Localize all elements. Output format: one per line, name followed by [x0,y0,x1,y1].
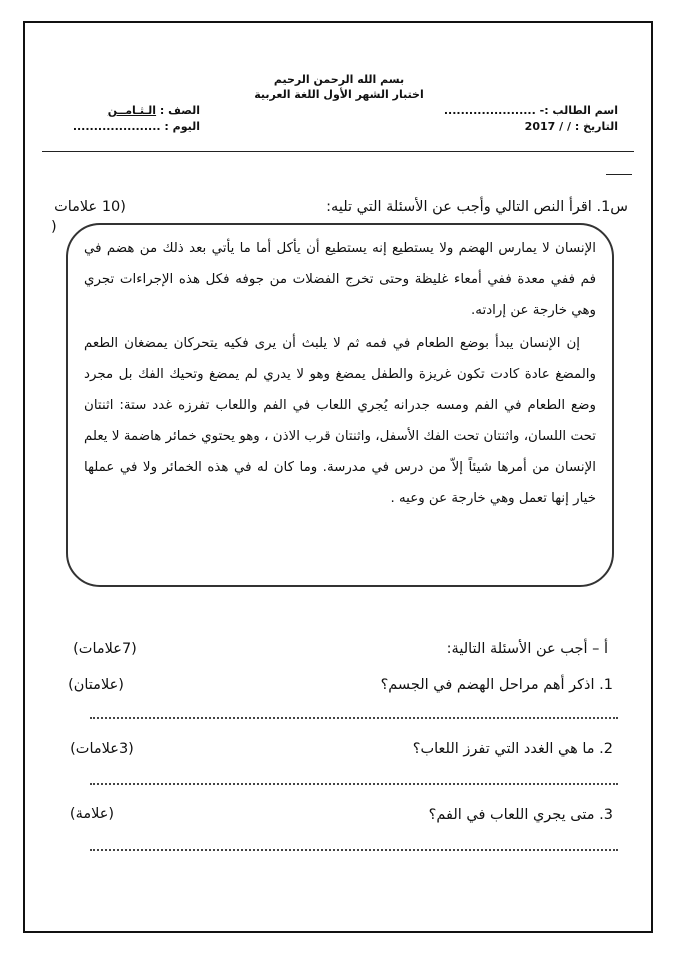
part-a-marks: (7علامات) [73,641,137,657]
date-value: : / / 2017 [524,120,580,133]
question-a1: 1. اذكر أهم مراحل الهضم في الجسم؟ [380,677,613,693]
day-value: ..................... [72,120,161,133]
day-label: اليوم : [164,120,200,133]
question-a1-marks: (علامتان) [68,677,124,693]
question-a2: 2. ما هي الغدد التي تفرز اللعاب؟ [412,741,613,757]
date-label: التاريخ [583,120,618,133]
question-1-marks-close: ) [51,219,57,235]
question-a3-marks: (علامة) [69,806,115,822]
question-a2-marks: (3علامات) [70,741,134,757]
date-field[interactable] [468,120,618,133]
student-name-field[interactable] [443,104,618,117]
student-name-value: ...................... [443,104,536,117]
day-field[interactable] [60,120,200,133]
header-divider [42,151,634,152]
answer-line-1[interactable] [90,717,618,719]
basmala: بسم الله الرحمن الرحيم [273,73,405,86]
question-1-heading: س1. اقرأ النص التالي وأجب عن الأسئلة التي تليه: [326,199,628,215]
class-label: الصف : [159,104,200,117]
student-name-label: اسم الطالب :- [539,104,618,117]
header-dash [606,174,632,175]
question-1-marks: (10 علامات [54,199,126,215]
exam-title: اختبار الشهر الأول اللغة العربية [254,88,424,101]
reading-passage [66,223,614,587]
passage-paragraph-2: إن الإنسان يبدأ بوضع الطعام في فمه ثم لا يلبث أن يرى فكيه يتحركان يمضغان الطعم والمضغ عادة كادت تكون غريزة والطفل يمضغ وهو لا يدري لم يمضغ وتحيك الفك بل مجرد وضع الطعام في الفم ومسه جدرانه يُجري اللعاب في الفم واللعاب تفرزه غدد ستة: اثنتان تحت اللسان، واثنتان تحت الفك الأسفل، واثنتان قرب الاذن ، وهو يحتوي خمائر هاضمة لا يعلم الإنسان من أمرها شيئاً إلاّ من درس في مدرسة. وما كان له في هذه الخمائر ولا في عملها خيار إنها تعمل وهي خارجة عن وعيه . [84,336,596,506]
class-value: الـثـامــن [107,104,157,117]
class-field [60,104,200,117]
answer-line-2[interactable] [90,783,618,785]
passage-paragraph-1: الإنسان لا يمارس الهضم ولا يستطيع إنه يستطيع أن يأكل أما ما يأتي بعد ذلك من هضم في فم ففي معدة ففي أمعاء غليظة وحتى تخرج الفضلات من جوفه فكل هذه الإجراءات تجري وهي خارجة عن إرادته. [84,241,596,318]
part-a-instruction: أ – أجب عن الأسئلة التالية: [446,641,608,657]
question-a3: 3. متى يجري اللعاب في الفم؟ [428,807,613,823]
answer-line-3[interactable] [90,849,618,851]
